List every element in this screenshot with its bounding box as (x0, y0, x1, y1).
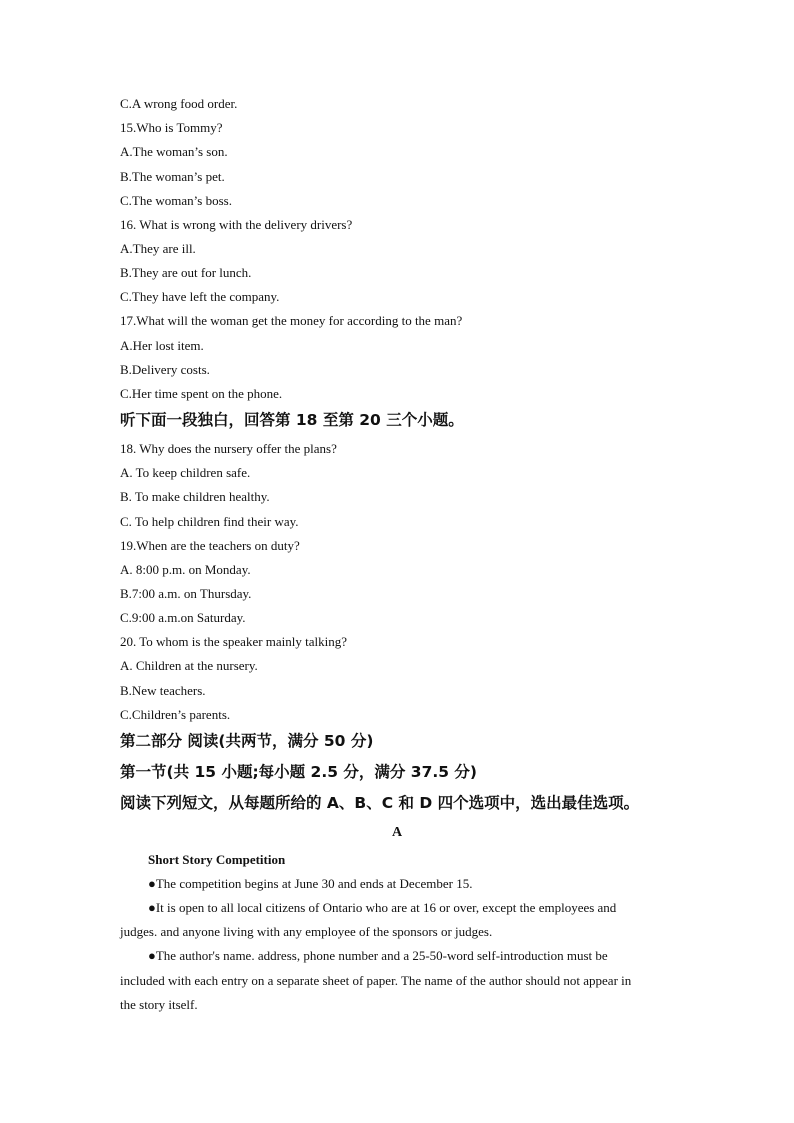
part-heading: 第二部分 阅读(共两节，满分 50 分) (120, 732, 374, 750)
section-instruction: 听下面一段独白，回答第 18 至第 20 三个小题。 (120, 411, 464, 429)
option-line: C. To help children find their way. (120, 514, 299, 529)
passage-title: Short Story Competition (148, 852, 286, 867)
question-line: 15.Who is Tommy? (120, 120, 223, 135)
passage-paragraph: ●The author's name. address, phone number and a 25-50-word self-introduction must be (148, 948, 608, 963)
option-line: A.Her lost item. (120, 338, 204, 353)
option-line: C.Children’s parents. (120, 707, 231, 722)
question-line: 17.What will the woman get the money for according to the man? (120, 313, 463, 328)
option-line: B.They are out for lunch. (120, 265, 252, 280)
passage-paragraph-continued: judges. and anyone living with any employee of the sponsors or judges. (120, 924, 493, 939)
question-line: 16. What is wrong with the delivery drivers? (120, 217, 353, 232)
question-line: 19.When are the teachers on duty? (120, 538, 300, 553)
option-line: B.Delivery costs. (120, 362, 210, 377)
option-line: A. 8:00 p.m. on Monday. (120, 562, 251, 577)
option-line: A. Children at the nursery. (120, 658, 258, 673)
option-line: B. To make children healthy. (120, 489, 270, 504)
option-line: B.The woman’s pet. (120, 169, 225, 184)
question-line: 20. To whom is the speaker mainly talking? (120, 634, 348, 649)
option-line: C.A wrong food order. (120, 96, 238, 111)
passage-letter: A (391, 825, 403, 840)
option-line: B.7:00 a.m. on Thursday. (120, 586, 252, 601)
passage-paragraph-continued: included with each entry on a separate sheet of paper. The name of the author should not appear in (120, 973, 632, 988)
option-line: C.The woman’s boss. (120, 193, 232, 208)
option-line: A.They are ill. (120, 241, 196, 256)
option-line: C.They have left the company. (120, 289, 280, 304)
option-line: B.New teachers. (120, 683, 206, 698)
passage-paragraph: ●The competition begins at June 30 and ends at December 15. (148, 876, 473, 891)
option-line: C.Her time spent on the phone. (120, 386, 283, 401)
option-line: C.9:00 a.m.on Saturday. (120, 610, 246, 625)
option-line: A. To keep children safe. (120, 465, 251, 480)
option-line: A.The woman’s son. (120, 144, 228, 159)
subsection-heading: 第一节(共 15 小题;每小题 2.5 分，满分 37.5 分) (120, 763, 478, 781)
passage-paragraph: ●It is open to all local citizens of Ontario who are at 16 or over, except the employees and (148, 900, 617, 915)
reading-instruction: 阅读下列短文，从每题所给的 A、B、C 和 D 四个选项中，选出最佳选项。 (120, 794, 640, 812)
passage-paragraph-continued: the story itself. (120, 997, 198, 1012)
question-line: 18. Why does the nursery offer the plans? (120, 441, 337, 456)
